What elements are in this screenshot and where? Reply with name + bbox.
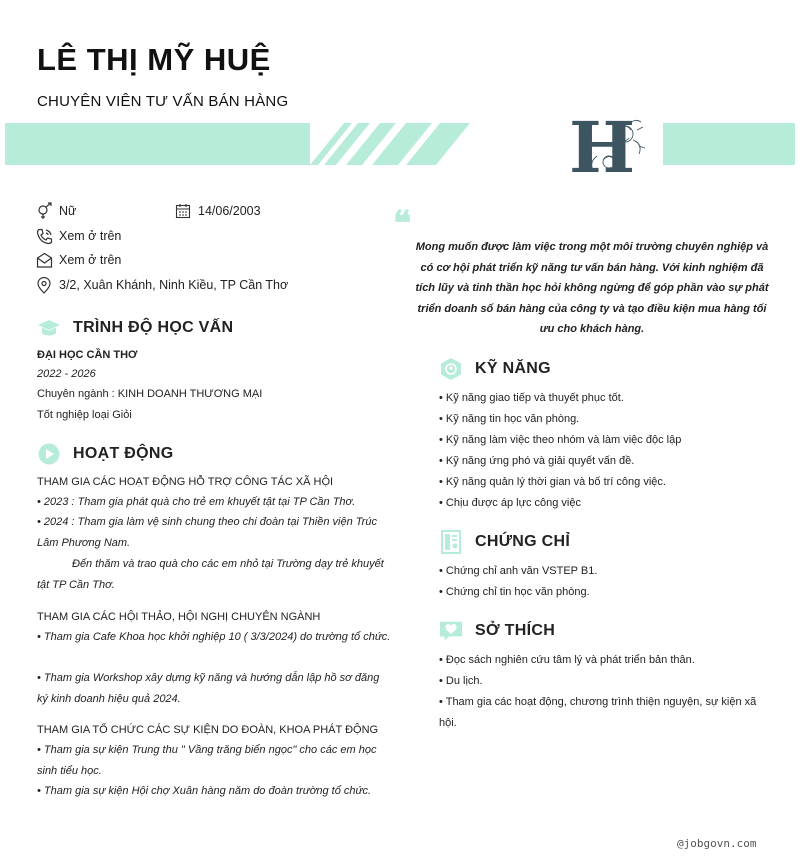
activity-item: Đến thăm và trao quà cho các em nhỏ tại Trường dạy trẻ khuyết tật TP Cần Thơ. xyxy=(37,558,384,591)
certificates-title-text: CHỨNG CHỈ xyxy=(475,533,571,550)
skill-item: • Kỹ năng giao tiếp và thuyết phục tốt. xyxy=(439,388,681,409)
candidate-role: CHUYÊN VIÊN TƯ VẤN BÁN HÀNG xyxy=(37,93,289,110)
certificate-item: • Chứng chỉ tin học văn phòng. xyxy=(439,582,597,603)
heart-message-icon xyxy=(439,619,463,643)
hobbies-list xyxy=(439,650,774,734)
certificate-icon xyxy=(439,530,463,554)
email-text: Xem ở trên xyxy=(59,253,122,267)
contact-birthdate xyxy=(174,202,261,220)
site-watermark: @jobgovn.com xyxy=(677,837,757,850)
play-circle-icon xyxy=(37,442,61,466)
activity-group-heading: THAM GIA CÁC HỘI THẢO, HỘI NGHỊ CHUYÊN NGÀNH xyxy=(37,611,321,623)
graduation-cap-icon xyxy=(37,316,61,340)
hobbies-section-title xyxy=(439,619,555,643)
skill-item: • Kỹ năng quản lý thời gian và bố trí công việc. xyxy=(439,472,681,493)
activities-title-text: HOẠT ĐỘNG xyxy=(73,445,174,462)
accent-band-left xyxy=(5,123,310,165)
email-icon xyxy=(35,251,53,269)
address-text: 3/2, Xuân Khánh, Ninh Kiều, TP Cần Thơ xyxy=(59,278,289,292)
certificates-section-title xyxy=(439,530,570,554)
skills-list xyxy=(439,388,681,514)
education-years: 2022 - 2026 xyxy=(37,368,96,380)
skill-item: • Kỹ năng làm việc theo nhóm và làm việc độc lập xyxy=(439,430,681,451)
education-major: Chuyên ngành : KINH DOANH THƯƠNG MẠI xyxy=(37,388,263,400)
hobby-item: • Đọc sách nghiên cứu tâm lý và phát triển bản thân. xyxy=(439,650,774,671)
certificates-list xyxy=(439,561,597,603)
quote-icon: ❝ xyxy=(393,204,412,244)
gender-text: Nữ xyxy=(59,204,77,218)
education-title-text: TRÌNH ĐỘ HỌC VẤN xyxy=(73,319,234,336)
accent-band-right xyxy=(663,123,795,165)
contact-address xyxy=(35,276,288,294)
activity-group-heading: THAM GIA CÁC HOẠT ĐỘNG HỖ TRỢ CÔNG TÁC XÃ HỘI xyxy=(37,476,334,488)
activity-item: • Tham gia Workshop xây dựng kỹ năng và hướng dẫn lập hồ sơ đăng ký kinh doanh hiệu quả 2024. xyxy=(37,672,380,705)
activity-item: • Tham gia sự kiện Trung thu " Vầng trăng biển ngọc" cho các em học sinh tiểu học. xyxy=(37,744,377,777)
phone-icon xyxy=(35,227,53,245)
birthdate-text: 14/06/2003 xyxy=(198,204,261,218)
education-section-title xyxy=(37,316,233,340)
education-school: ĐẠI HỌC CẦN THƠ xyxy=(37,349,138,361)
activity-item: • Tham gia sự kiện Hội chợ Xuân hàng năm do đoàn trường tổ chức. xyxy=(37,785,372,797)
skills-title-text: KỸ NĂNG xyxy=(475,360,551,377)
activity-item: • Tham gia Cafe Khoa học khởi nghiệp 10 ( 3/3/2024) do trường tổ chức. xyxy=(37,631,391,643)
skill-item: • Chịu được áp lực công việc xyxy=(439,493,681,514)
skill-badge-icon xyxy=(439,357,463,381)
skills-section-title xyxy=(439,357,551,381)
skill-item: • Kỹ năng ứng phó và giải quyết vấn đề. xyxy=(439,451,681,472)
calendar-icon xyxy=(174,202,192,220)
contact-phone xyxy=(35,227,121,245)
activities-section-title xyxy=(37,442,173,466)
accent-stripes xyxy=(306,123,471,165)
hobby-item: • Du lịch. xyxy=(439,671,774,692)
logo-letter: H xyxy=(569,110,636,180)
activity-group-heading: THAM GIA TỔ CHỨC CÁC SỰ KIỆN DO ĐOÀN, KHOA PHÁT ĐỘNG xyxy=(37,724,379,736)
monogram-logo xyxy=(537,110,663,180)
hobbies-title-text: SỞ THÍCH xyxy=(475,622,556,639)
activity-item: • 2023 : Tham gia phát quà cho trẻ em khuyết tật tại TP Cần Thơ. xyxy=(37,496,356,508)
certificate-item: • Chứng chỉ anh văn VSTEP B1. xyxy=(439,561,597,582)
phone-text: Xem ở trên xyxy=(59,229,122,243)
career-objective: Mong muốn được làm việc trong một môi trường chuyên nghiệp và có cơ hội phát triển kỹ năng tư vấn bán hàng. Với kinh nghiệm đã tích lũy và tinh thần học hỏi không ngừng để góp phần vào sự phát triển doanh số bán hàng của công ty và tạo điều kiện mua hàng tối ưu cho khách hàng. xyxy=(415,241,769,336)
gender-icon xyxy=(35,202,53,220)
contact-gender xyxy=(35,202,76,220)
skill-item: • Kỹ năng tin học văn phòng. xyxy=(439,409,681,430)
education-grade: Tốt nghiệp loại Giỏi xyxy=(37,409,132,421)
hobby-item: • Tham gia các hoạt động, chương trình thiện nguyện, sự kiện xã hội. xyxy=(439,692,774,734)
candidate-name: LÊ THỊ MỸ HUỆ xyxy=(37,42,271,77)
activity-item: • 2024 : Tham gia làm vệ sinh chung theo chi đoàn tại Thiền viện Trúc Lâm Phương Nam. xyxy=(37,516,377,549)
location-pin-icon xyxy=(35,276,53,294)
contact-email xyxy=(35,251,121,269)
